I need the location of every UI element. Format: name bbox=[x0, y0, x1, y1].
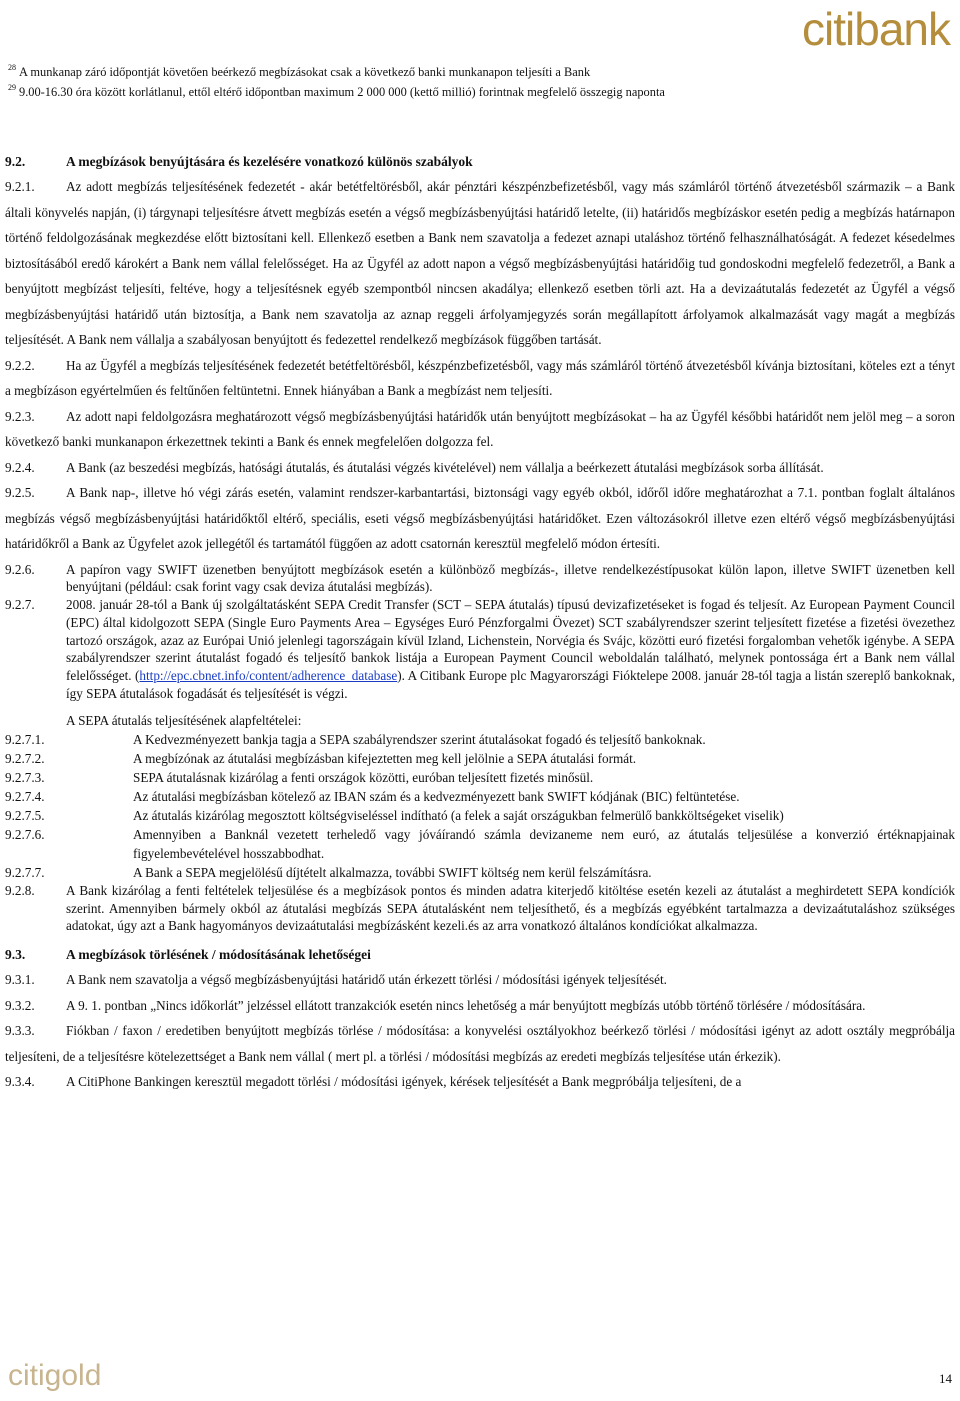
sepa-condition-item: 9.2.7.4. Az átutalási megbízásban kötelező az IBAN szám és a kedvezményezett bank SWIFT kódjának (BIC) feltüntetése. bbox=[5, 788, 740, 804]
paragraph-9-2-4: 9.2.4. A Bank (az beszedési megbízás, hatósági átutalás, és átutalási végzés kivételével) nem vállalja a beérkezett átutalási megbízások sorba állítását. bbox=[5, 459, 824, 475]
paragraph-9-2-3: 9.2.3. Az adott napi feldolgozásra meghatározott végső megbízásbenyújtási határidők után benyújtott megbízásokat – ha az Ügyfél későbbi határidőt nem jelöl meg – a soron következő banki munkanapon érkezettnek tekinti a Bank és ennek megfelelően dolgozza fel. bbox=[5, 408, 955, 449]
paragraph-9-3-4: 9.3.4. A CitiPhone Bankingen keresztül megadott törlési / módosítási igények, kérések teljesítését a Bank megpróbálja teljesíteni, de a bbox=[5, 1074, 742, 1090]
sepa-condition-item: 9.2.7.7. A Bank a SEPA megjelölésű díjtételt alkalmazza, további SWIFT költség nem kerül felszámításra. bbox=[5, 864, 652, 880]
citibank-logo: citibank bbox=[802, 3, 950, 55]
footnote-29: $^{29}$ 9.00-16.30 óra között korlátlanul, ettől eltérő időpontban maximum 2 000 000 (kettő millió) forintnak megfelelő összegig naponta bbox=[8, 83, 665, 99]
page-number: 14 bbox=[939, 1371, 952, 1386]
section-heading-9-3: 9.3. A megbízások törlésének / módosításának lehetőségei bbox=[5, 947, 371, 963]
sepa-condition-item: 9.2.7.3. SEPA átutalásnak kizárólag a fenti országok közötti, euróban teljesített fizetés minősül. bbox=[5, 769, 594, 785]
paragraph-9-3-3: 9.3.3. Fiókban / faxon / eredetiben benyújtott megbízás törlése / módosítása: a konyvelési osztályokhoz beérkező törlési / módosítási igényt az adott osztály megpróbálja teljesíteni, de a teljesítésre kötelezettséget a Bank nem vállal ( mert pl. a törlési / módosítási megbízás az eredeti megbízás teljesítése után érkezik). bbox=[5, 1023, 955, 1064]
document-body bbox=[5, 150, 955, 1095]
footnote-28: $^{28}$ A munkanap záró időpontját követően beérkező megbízásokat csak a következő banki munkanapon teljesíti a Bank bbox=[8, 63, 591, 79]
paragraph-9-2-1: 9.2.1. Az adott megbízás teljesítésének fedezetét - akár betétfeltörésből, akár pénztári készpénzbefizetésből, vagy más számláról történő átvezetésből származik – a Bank általi könyvelés napján, (i) tárgynapi teljesítésre átvett megbízás esetén a végső megbízásbenyújtási határidő letelte, (ii) határidős megbízáskor esetén pedig a megbízás határnapon történő feldolgozásának megkezdése előtt biztosítani kell. Ellenkező esetben a Bank nem szavatolja a fedezet aznapi utaláshoz történő felhasználhatóságát. A fedezet késedelmes biztosításából eredő károkért a Bank nem vállal felelősséget. Ha az Ügyfél az adott napon a végső megbízásbenyújtási határidőig tud gondoskodni megfelelő fedezetről, a Bank a benyújtott megbízást teljesíti, feltéve, hogy a teljesítésnek egyéb szempontból nincsen akadálya; ellenkező esetben törli azt. Ha a devizaátutalás fedezetét az Ügyfél a végső megbízásbenyújtási határidő után biztosítja, a Bank nem szavatolja az aznap reggeli árfolyamjegyzés során megállapított árfolyamok alkalmazását vagy magát a megbízás teljesítését. A Bank nem vállalja a szabályosan benyújtott és fedezettel rendelkező megbízások függőben tartását. bbox=[5, 179, 955, 347]
citigold-logo: citigold bbox=[8, 1359, 102, 1392]
paragraph-9-3-1: 9.3.1. A Bank nem szavatolja a végső megbízásbenyújtási határidő után érkezett törlési / módosítási igények teljesítését. bbox=[5, 972, 667, 988]
paragraph-9-3-2: 9.3.2. A 9. 1. pontban „Nincs időkorlát” jelzéssel ellátott tranzakciók esetén nincs lehetőség a már benyújtott megbízás utóbb történő törlésére / módosítására. bbox=[5, 997, 866, 1013]
paragraph-9-2-7: 9.2.7. 2008. január 28-tól a Bank új szolgáltatásként SEPA Credit Transfer (SCT – SEPA átutalás) típusú devizafizetéseket is fogad és teljesít. Az European Payment Council (EPC) által kidolgozott SEPA (Single Euro Payments Area – Egységes Euró Pénzforgalmi Övezet) SCT szabályrendszer szerint teljesített fizetése a fizetési övezethez tartozó országok, azaz az Európai Unió jelenlegi tagországain kívül Izland, Lichenstein, Norvégia és Svájc, közötti euró fizetési forgalomban vehetők igénybe. A SEPA szabályrendszer szerint átutalást fogadó és teljesítő bankok listája a European Payment Council weboldalán található, melynek pontossága ért a Bank nem vállal felelősséget. (http://epc.cbnet.info/content/adherence_database). A Citibank Europe plc Magyarországi Fióktelepe 2008. január 28-tól tagja a listán szereplő bankoknak, így SEPA átutalások fogadását és teljesítését is végzi. bbox=[5, 597, 956, 702]
sepa-condition-item: 9.2.7.2. A megbízónak az átutalási megbízásban kifejeztetten meg kell jelölnie a SEPA átutalási formát. bbox=[5, 750, 637, 766]
section-heading-9-2: 9.2. A megbízások benyújtására és kezelésére vonatkozó különös szabályok bbox=[5, 154, 473, 169]
paragraph-9-2-5: 9.2.5. A Bank nap-, illetve hó végi zárás esetén, valamint rendszer-karbantartási, biztonsági vagy egyéb okból, időről időre meghatározhat a 7.1. pontban foglalt általános megbízás végső megbízásbenyújtási határidőktől eltérő, speciális, eseti végső megbízásbenyújtási határidőket. Ezen változásokról illetve ezen eltérő végső megbízásbenyújtási határidőkről a Bank az Ügyfelet azok jellegétől és tartamától függően az adott csatornán keresztül megfelelő módon értesíti. bbox=[5, 485, 955, 551]
sepa-condition-item: 9.2.7.1. A Kedvezményezett bankja tagja a SEPA szabályrendszer szerint átutalásokat fogadó és teljesítő bankoknak. bbox=[5, 731, 706, 747]
sepa-conditions-list bbox=[5, 730, 955, 882]
epc-adherence-link[interactable]: http://epc.cbnet.info/content/adherence_database bbox=[139, 668, 398, 684]
footnotes bbox=[8, 60, 780, 100]
sepa-condition-item: 9.2.7.6. Amennyiben a Banknál vezetett terheledő vagy jóváírandó számla devizaneme nem euró, az átutalás teljesülése a konverzió értéknapjainak figyelembevételével hosszabbodhat. bbox=[5, 826, 955, 861]
paragraph-9-2-2: 9.2.2. Ha az Ügyfél a megbízás teljesítésének fedezetét betétfeltörésből, készpénzbefizetésből, vagy más számláról történő átvezetésből kívánja biztosítani, köteles ezt a tényt a megbízáson egyértelműen és feltűnően feltüntetni. Ennek hiányában a Bank a megbízást nem teljesíti. bbox=[5, 357, 955, 398]
sepa-conditions-intro: A SEPA átutalás teljesítésének alapfeltételei: bbox=[66, 712, 302, 728]
sepa-condition-item: 9.2.7.5. Az átutalás kizárólag megosztott költségviseléssel indítható (a felek a saját országukban felmerülő bankköltségeket viselik) bbox=[5, 807, 784, 823]
paragraph-9-2-8: 9.2.8. A Bank kizárólag a fenti feltételek teljesülése és a megbízások pontos és minden adatra kiterjedő kitöltése esetén kezeli az átutalást a meghirdetett SEPA kondíciók szerint. Amennyiben bármely okból az átutalási megbízás SEPA átutalásként nem teljesíthető, és a megbízás egyébként tartalmazza a devizaátutaláshoz szükséges adatokat, úgy azt a Bank hagyományos devizaátutalási megbízásként kezeli.és az arra vonatkozó általános kondíciókat alkalmazza. bbox=[5, 882, 955, 934]
paragraph-9-2-6: 9.2.6. A papíron vagy SWIFT üzenetben benyújtott megbízások esetén a különböző megbízás-, illetve rendelkezéstípusokat külön lapon, illetve SWIFT üzenetben kell benyújtani (például: csak forint vagy csak deviza átutalási megbízás). bbox=[5, 561, 955, 595]
